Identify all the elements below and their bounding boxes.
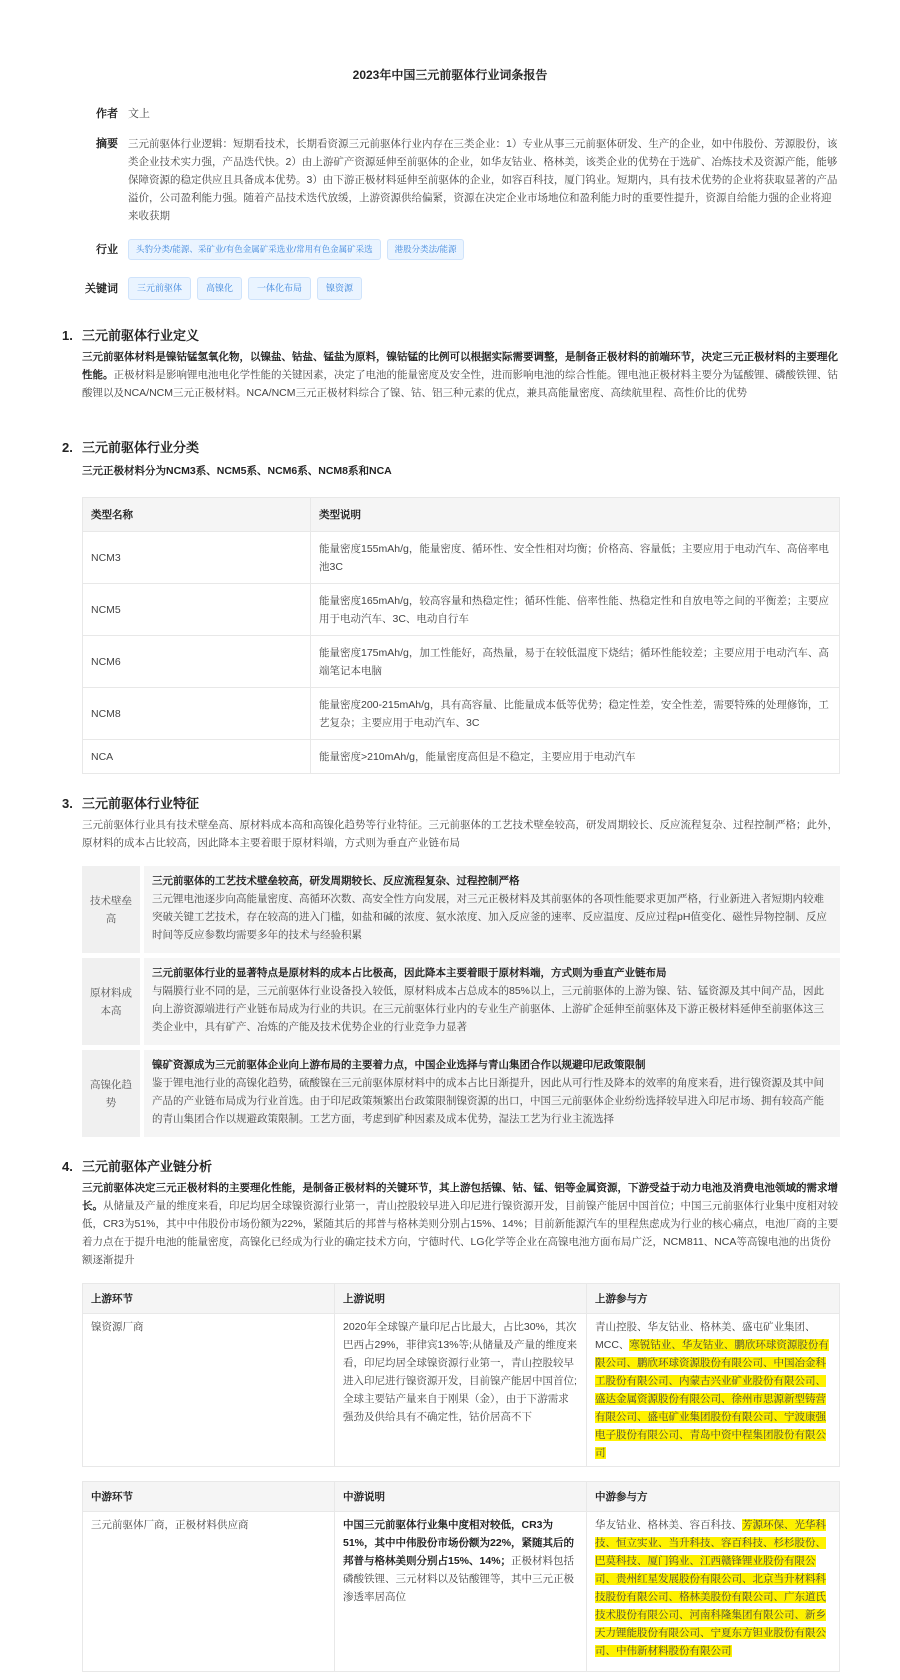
table-cell: NCM6 [83,636,311,688]
table-cell: 2020年全球镍产量印尼占比最大，占比30%，其次巴西占29%，菲律宾13%等;从储量及产量的维度来看，印尼均居全球镍资源行业第一，青山控股较早进入印尼进行镍资源开发，目前镍产能居中国首位;全球主要钴产量来自于刚果（金），由于下游需求强劲及供给具有不确定性，钴价居高不下 [335,1314,587,1467]
feature-content: 三元前驱体的工艺技术壁垒较高，研发周期较长、反应流程复杂、过程控制严格 三元锂电池逐步向高能量密度、高循环次数、高安全性方向发展，对三元正极材料及其前驱体的各项性能要求更加严格，行业新进入者短期内较难突破关键工艺技术，存在较高的进入门槛，如盐和碱的浓度、氨水浓度、加入反应釜的速率、反应温度、反应过程pH值变化、磁性异物控制、反应时间等反应参数均需要多年的技术与经验积累 [144,866,840,953]
table-cell: NCM5 [83,584,311,636]
industry-label: 行业 [96,244,118,256]
section-heading: 4. 三元前驱体产业链分析 [62,1159,213,1174]
section-heading: 1. 三元前驱体行业定义 [62,328,200,343]
table-cell: NCA [83,740,311,774]
table-row [83,1512,840,1672]
upstream-table [82,1283,840,1467]
section-features [62,794,840,852]
abstract-row [80,135,840,225]
table-cell: 三元前驱体厂商，正极材料供应商 [83,1512,335,1672]
author-row [80,105,840,123]
keyword-tag[interactable]: 三元前驱体 [128,277,191,300]
table-cell: 能量密度>210mAh/g，能量密度高但是不稳定，主要应用于电动汽车 [311,740,840,774]
table-cell: 中国三元前驱体行业集中度相对较低，CR3为51%，其中中伟股份市场份额为22%，紧随其后的邦普与格林美则分别占15%、14%；正极材料包括 磷酸铁锂、三元材料以及钴酸锂等，其中三元正极渗透率居高位 [335,1512,587,1672]
keyword-tag[interactable]: 镍资源 [317,277,362,300]
feature-key: 高镍化趋势 [82,1050,140,1137]
author-value: 文上 [128,108,150,120]
table-cell: 能量密度155mAh/g，能量密度、循环性、安全性相对均衡；价格高、容量低；主要应用于电动汽车、高倍率电池3C [311,532,840,584]
table-row [83,584,840,636]
table-cell: 能量密度200-215mAh/g，具有高容量、比能量成本低等优势；稳定性差，安全性差，需要特殊的处理修饰，工艺复杂；主要应用于电动汽车、3C [311,688,840,740]
table-cell: 能量密度165mAh/g，较高容量和热稳定性；循环性能、倍率性能、热稳定性和自放电等之间的平衡差；主要应用于电动汽车、3C、电动自行车 [311,584,840,636]
section-classification [62,438,840,480]
section-paragraph: 三元前驱体行业具有技术壁垒高、原材料成本高和高镍化趋势等行业特征。三元前驱体的工艺技术壁垒较高，研发周期较长、反应流程复杂、过程控制严格；此外，原材料的成本占比较高，因此降本主要着眼于原材料端，方式则为垂直产业链布局 [82,819,838,849]
table-cell: NCM3 [83,532,311,584]
highlighted-participants[interactable]: 寒锐钴业、华友钴业、鹏欣环球资源股份有限公司、鹏欣环球资源股份有限公司、中国冶金科工股份有限公司、内蒙古兴业矿业股份有限公司、盛达金属资源股份有限公司、徐州市思源新型铸营有限公司、盛屯矿业集团股份有限公司、宁波康强电子股份有限公司、青岛中资中程集团股份有限公司 [595,1339,829,1459]
section-heading: 3. 三元前驱体行业特征 [62,796,200,811]
table-header: 类型名称 [83,498,311,532]
highlighted-participants[interactable]: 芳源环保、光华科技、恒立实业、当升科技、容百科技、杉杉股份、巴莫科技、厦门钨业、江西赣锋锂业股份有限公司、贵州红星发展股份有限公司、北京当升材料科技股份有限公司、格林美股份有限公司、广东道氏技术股份有限公司、河南科隆集团有限公司、新乡天力锂能股份有限公司、宁夏东方钽业股份有限公司、中伟新材料股份有限公司 [595,1519,826,1657]
keyword-tag[interactable]: 高镍化 [197,277,242,300]
table-row [83,532,840,584]
abstract-label: 摘要 [96,138,118,150]
section-chain [62,1157,840,1269]
table-header: 中游环节 [83,1482,335,1512]
author-label: 作者 [96,108,118,120]
table-row [83,1314,840,1467]
feature-item [82,1050,840,1137]
classification-table [82,497,840,774]
features-list [82,866,840,1142]
keyword-tags [128,277,840,300]
keywords-label: 关键词 [85,283,118,295]
table-cell: 能量密度175mAh/g，加工性能好，高热量，易于在较低温度下烧结；循环性能较差；主要应用于电动汽车、高端笔记本电脑 [311,636,840,688]
section-subheading: 三元正极材料分为NCM3系、NCM5系、NCM6系、NCM8系和NCA [82,465,392,477]
table-row [83,636,840,688]
table-header: 中游参与方 [587,1482,840,1512]
industry-tags [128,239,840,260]
feature-key: 原材料成本高 [82,958,140,1045]
keyword-tag[interactable]: 一体化布局 [248,277,311,300]
feature-item [82,866,840,953]
page-title: 2023年中国三元前驱体行业词条报告 [352,68,548,82]
table-row [83,688,840,740]
industry-row [80,239,840,263]
abstract-text: 三元前驱体行业逻辑：短期看技术，长期看资源三元前驱体行业内存在三类企业：1）专业从事三元前驱体研发、生产的企业，如中伟股份、芳源股份，该类企业技术实力强，产品迭代快。2）由上游矿产资源延伸至前驱体的企业，如华友钴业、格林美，该类企业的优势在于选矿、冶炼技术及资源产能，能够保障资源的稳定供应且具备成本优势。3）由下游正极材料延伸至前驱体的企业，如容百科技，厦门钨业。短期内，具有技术优势的企业将获取显著的产品溢价，公司盈利能力强。随着产品技术迭代放缓，上游资源供给偏紧，资源在决定企业市场地位和盈利能力时的重要性提升，资源自给能力强的企业将迎来收获期 [128,138,838,222]
section-paragraph: 三元前驱体材料是镍钴锰氢氧化物，以镍盐、钴盐、锰盐为原料，镍钴锰的比例可以根据实际需要调整，是制备正极材料的前端环节，决定三元正极材料的主要理化性能。正极材料是影响锂电池电化学性能的关键因素，决定了电池的能量密度及安全性，进而影响电池的综合性能。锂电池正极材料主要分为锰酸锂、磷酸铁锂、钴酸锂以及NCA/NCM三元正极材料。NCA/NCM三元正极材料综合了镍、钴、铝三种元素的优点，兼具高能量密度、高续航里程、高性价比的优势 [82,351,838,399]
section-paragraph: 三元前驱体决定三元正极材料的主要理化性能，是制备正极材料的关键环节，其上游包括镍、钴、锰、铝等金属资源，下游受益于动力电池及消费电池领域的需求增长。从储量及产量的维度来看，印尼均居全球镍资源行业第一，青山控股较早进入印尼进行镍资源开发，目前镍产能居中国首位；中国三元前驱体行业集中度相对较低，CR3为51%，其中中伟股份市场份额为22%，紧随其后的邦普与格林美则分别占15%、14%；目前新能源汽车的里程焦虑成为行业的核心痛点，电池厂商的主要着力点在于提升电池的能量密度，高镍化已经成为行业的确定技术方向，宁德时代、LG化学等企业在高镍电池方面布局广泛，NCM811、NCA等高镍电池的出货份额逐渐提升 [82,1182,839,1266]
feature-key: 技术壁垒高 [82,866,140,953]
feature-item [82,958,840,1045]
keywords-row [80,277,840,301]
section-heading: 2. 三元前驱体行业分类 [62,440,200,455]
midstream-table [82,1481,840,1672]
table-header: 类型说明 [311,498,840,532]
table-header: 中游说明 [335,1482,587,1512]
feature-content: 三元前驱体行业的显著特点是原材料的成本占比极高，因此降本主要着眼于原材料端，方式则为垂直产业链布局 与隔膜行业不同的是，三元前驱体行业设备投入较低，原材料成本占总成本的85%以上，三元前驱体的上游为镍、钴、锰资源及其中间产品，因此向上游资源端进行产业链布局成为行业的共识。在三元前驱体行业内的专业生产前驱体、上游矿企延伸至前驱体及下游正极材料延伸至前驱体这三类企业中，具有矿产、冶炼的产能及技术优势企业的行业竞争力显著 [144,958,840,1045]
industry-tag[interactable]: 港股分类法/能源 [387,239,465,260]
feature-content: 镍矿资源成为三元前驱体企业向上游布局的主要着力点，中国企业选择与青山集团合作以规避印尼政策限制 鉴于锂电池行业的高镍化趋势，硫酸镍在三元前驱体原材料中的成本占比日渐提升，因此从可行性及降本的效率的角度来看，进行镍资源及其中间产品的产业链布局成为行业首选。由于印尼政策频繁出台政策限制镍资源的出口，中国三元前驱体企业纷纷选择较早进入印尼市场、拥有较高产能的青山集团合作以规避政策限制。工艺方面，考虑到矿种因素及成本优势，湿法工艺为行业主流选择 [144,1050,840,1137]
participants-cell: 青山控股、华友钴业、格林美、盛屯矿业集团、MCC、寒锐钴业、华友钴业、鹏欣环球资源股份有限公司、鹏欣环球资源股份有限公司、中国冶金科工股份有限公司、内蒙古兴业矿业股份有限公司、盛达金属资源股份有限公司、徐州市思源新型铸营有限公司、盛屯矿业集团股份有限公司、宁波康强电子股份有限公司、青岛中资中程集团股份有限公司 [587,1314,840,1467]
table-row [83,740,840,774]
table-cell: 镍资源厂商 [83,1314,335,1467]
table-header: 上游环节 [83,1284,335,1314]
table-header: 上游说明 [335,1284,587,1314]
participants-cell: 华友钴业、格林美、容百科技、芳源环保、光华科技、恒立实业、当升科技、容百科技、杉杉股份、巴莫科技、厦门钨业、江西赣锋锂业股份有限公司、贵州红星发展股份有限公司、北京当升材料科技股份有限公司、格林美股份有限公司、广东道氏技术股份有限公司、河南科隆集团有限公司、新乡天力锂能股份有限公司、宁夏东方钽业股份有限公司、中伟新材料股份有限公司 [587,1512,840,1672]
table-cell: NCM8 [83,688,311,740]
industry-tag[interactable]: 头豹分类/能源、采矿业/有色金属矿采选业/常用有色金属矿采选 [128,239,381,260]
table-header: 上游参与方 [587,1284,840,1314]
section-definition [62,326,840,402]
